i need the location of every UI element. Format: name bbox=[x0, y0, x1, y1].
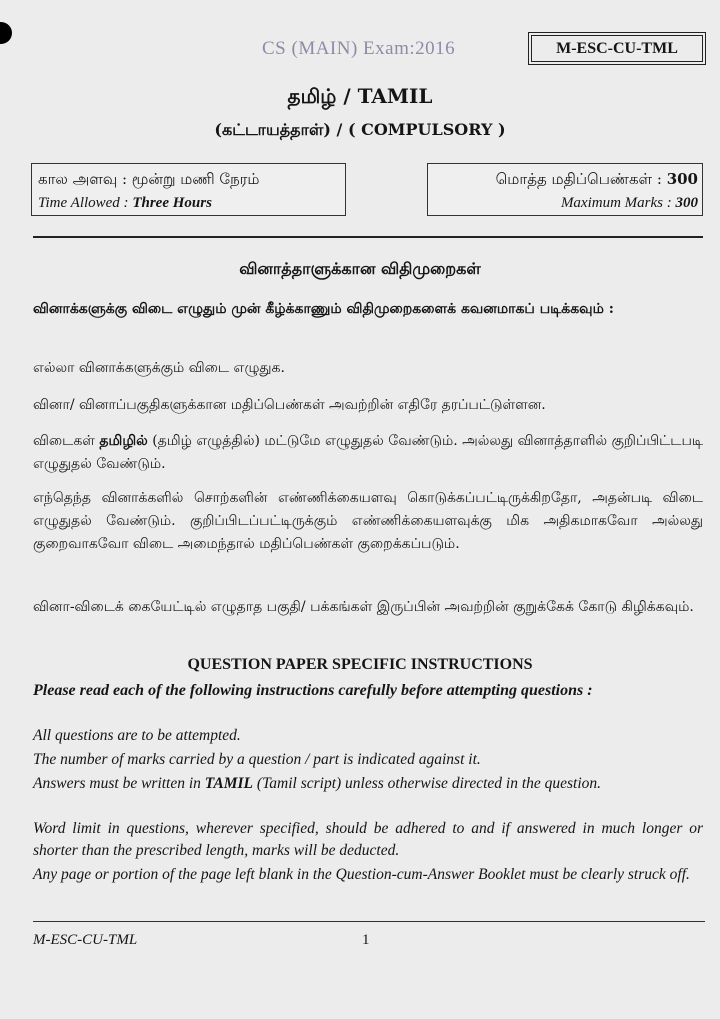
english-instructions-intro: Please read each of the following instructions carefully before attempting questions : bbox=[33, 682, 593, 699]
tamil-instruction-3 bbox=[33, 430, 703, 476]
english-instruction-3 bbox=[33, 773, 703, 795]
page-number: 1 bbox=[362, 932, 370, 948]
tamil-instruction-5: வினா-விடைக் கையேட்டில் எழுதாத பகுதி/ பக்கங்கள் இருப்பின் அவற்றின் குறுக்கேக் கோடு கிழிக்கவும். bbox=[33, 599, 694, 615]
english-instruction-3-rest: (Tamil script) unless otherwise directed in the question. bbox=[253, 775, 602, 792]
tamil-instruction-2: வினா/ வினாப்பகுதிகளுக்கான மதிப்பெண்கள் அவற்றின் எதிரே தரப்பட்டுள்ளன. bbox=[33, 397, 546, 413]
tamil-instruction-4: எந்தெந்த வினாக்களில் சொற்களின் எண்ணிக்கையளவு கொடுக்கப்பட்டிருக்கிறதோ, அதன்படி விடை எழுதுதல் வேண்டும். குறிப்பிடப்பட்டிருக்கும் எண்ணிக்கையளவுக்கு மிக அதிகமாகவோ அல்லது குறைவாகவோ விடை அமைந்தால் மதிப்பெண்கள் குறைக்கப்படும். bbox=[33, 490, 703, 552]
paper-title: தமிழ் / TAMIL bbox=[287, 84, 433, 108]
english-instruction-3-text: Answers must be written in bbox=[33, 775, 205, 792]
english-instruction-5: Any page or portion of the page left blank in the Question-cum-Answer Booklet must be clearly struck off. bbox=[33, 866, 690, 883]
english-instruction-3-bold: TAMIL bbox=[204, 775, 254, 792]
english-instruction-4: Word limit in questions, wherever specified, should be adhered to and if answered in much longer or shorter than the prescribed length, marks will be deducted. bbox=[33, 820, 703, 859]
tamil-instructions-intro: வினாக்களுக்கு விடை எழுதும் முன் கீழ்க்காணும் விதிமுறைகளைக் கவனமாகப் படிக்கவும் : bbox=[33, 301, 614, 317]
tamil-instruction-1: எல்லா வினாக்களுக்கும் விடை எழுதுக. bbox=[33, 360, 285, 376]
maximum-marks-english bbox=[561, 195, 698, 212]
exam-stamp: CS (MAIN) Exam:2016 bbox=[262, 38, 456, 59]
paper-code-box: M-ESC-CU-TML bbox=[531, 35, 703, 62]
tamil-instruction-3-bold: தமிழில் bbox=[99, 433, 148, 449]
maximum-marks-tamil-value: 300 bbox=[666, 170, 698, 188]
divider-top bbox=[33, 236, 703, 238]
time-allowed-value: Three Hours bbox=[132, 195, 212, 211]
tamil-instruction-3-rest: (தமிழ் எழுத்தில்) மட்டுமே எழுதுதல் வேண்டும். அல்லது வினாத்தாளில் குறிப்பிட்டபடி எழுதுதல் வேண்டும். bbox=[33, 433, 704, 472]
divider-bottom bbox=[33, 921, 705, 922]
maximum-marks-value: 300 bbox=[675, 195, 698, 211]
english-instructions-heading: QUESTION PAPER SPECIFIC INSTRUCTIONS bbox=[187, 656, 533, 673]
english-instruction-2: The number of marks carried by a question / part is indicated against it. bbox=[33, 751, 481, 768]
time-allowed-box bbox=[31, 163, 346, 216]
tamil-instruction-3-text: விடைகள் bbox=[33, 433, 100, 449]
maximum-marks-box bbox=[427, 163, 703, 216]
tamil-instructions-heading: வினாத்தாளுக்கான விதிமுறைகள் bbox=[239, 259, 481, 278]
paper-subtitle: (கட்டாயத்தாள்) / ( COMPULSORY ) bbox=[214, 120, 506, 139]
maximum-marks-tamil-label: மொத்த மதிப்பெண்கள் : bbox=[495, 170, 667, 188]
punch-hole bbox=[0, 22, 12, 44]
maximum-marks-tamil bbox=[496, 170, 698, 190]
time-allowed-tamil: கால அளவு : மூன்று மணி நேரம் bbox=[38, 170, 260, 188]
time-allowed-english bbox=[38, 195, 212, 212]
maximum-marks-label: Maximum Marks : bbox=[560, 195, 676, 211]
footer-paper-code: M-ESC-CU-TML bbox=[33, 932, 138, 948]
time-allowed-label: Time Allowed : bbox=[38, 195, 133, 211]
english-instruction-1: All questions are to be attempted. bbox=[33, 727, 241, 744]
